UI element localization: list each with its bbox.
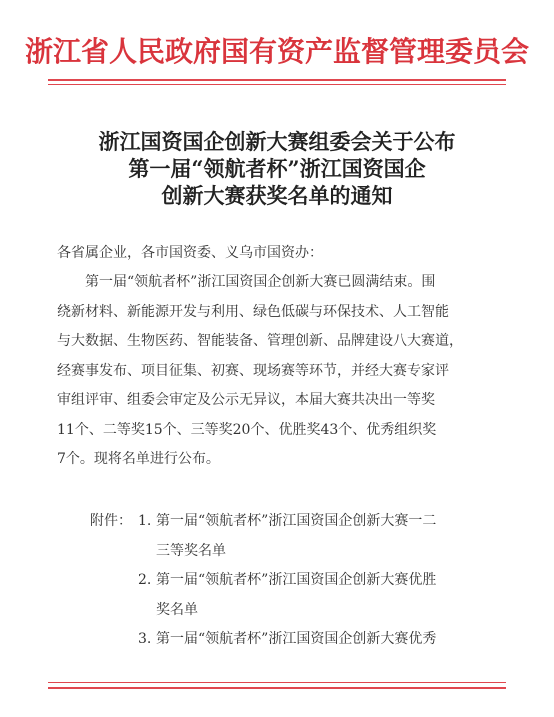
header-rule-top <box>48 79 506 81</box>
attachments-label: 附件： <box>90 513 132 529</box>
attachment-title: 第一届“领航者杯”浙江国资国企创新大赛优胜 <box>156 572 437 588</box>
body-line: 第一届“领航者杯”浙江国资国企创新大赛已圆满结束。围 <box>57 274 436 290</box>
body-line: 经赛事发布、项目征集、初赛、现场赛等环节，并经大赛专家评 <box>57 362 449 379</box>
body-line: 审组评审、组委会审定及公示无异议，本届大赛共决出一等奖 <box>57 392 435 408</box>
attachment-number: 3. <box>138 631 152 647</box>
attachment-item-2 <box>138 566 436 596</box>
document-title <box>0 128 554 209</box>
attachment-item-2-cont <box>138 596 198 626</box>
body-line: 与大数据、生物医药、智能装备、管理创新、品牌建设八大赛道， <box>57 333 463 349</box>
body-line: 11个、二等奖15个、三等奖20个、优胜奖43个、优秀组织奖 <box>57 421 437 438</box>
attachment-number: 1. <box>138 513 152 529</box>
body-paragraph <box>57 268 503 475</box>
attachment-title: 第一届“领航者杯”浙江国资国企创新大赛优秀 <box>156 631 437 647</box>
body-line: 7个。现将名单进行公布。 <box>57 451 220 467</box>
title-line-2: 第一届“领航者杯”浙江国资国企 <box>128 156 426 181</box>
attachment-item-1-cont <box>138 537 226 567</box>
org-name: 浙江省人民政府国有资产监督管理委员会 <box>24 35 529 68</box>
title-line-1: 浙江国资国企创新大赛组委会关于公布 <box>98 129 456 154</box>
footer-rule-bottom <box>48 687 506 689</box>
title-line-3: 创新大赛获奖名单的通知 <box>161 183 393 208</box>
body-line: 绕新材料、新能源开发与利用、绿色低碳与环保技术、人工智能 <box>57 303 449 320</box>
salutation: 各省属企业，各市国资委、义乌市国资办： <box>57 245 323 261</box>
footer-rule-top <box>48 682 506 683</box>
attachment-item-1 <box>138 507 436 537</box>
attachment-title-cont: 三等奖名单 <box>156 542 226 559</box>
header-rule-bottom <box>48 84 506 85</box>
attachment-number: 2. <box>138 572 152 588</box>
attachment-item-3 <box>138 625 436 655</box>
attachment-title-cont: 奖名单 <box>156 601 198 618</box>
attachment-title: 第一届“领航者杯”浙江国资国企创新大赛一二 <box>156 513 437 529</box>
